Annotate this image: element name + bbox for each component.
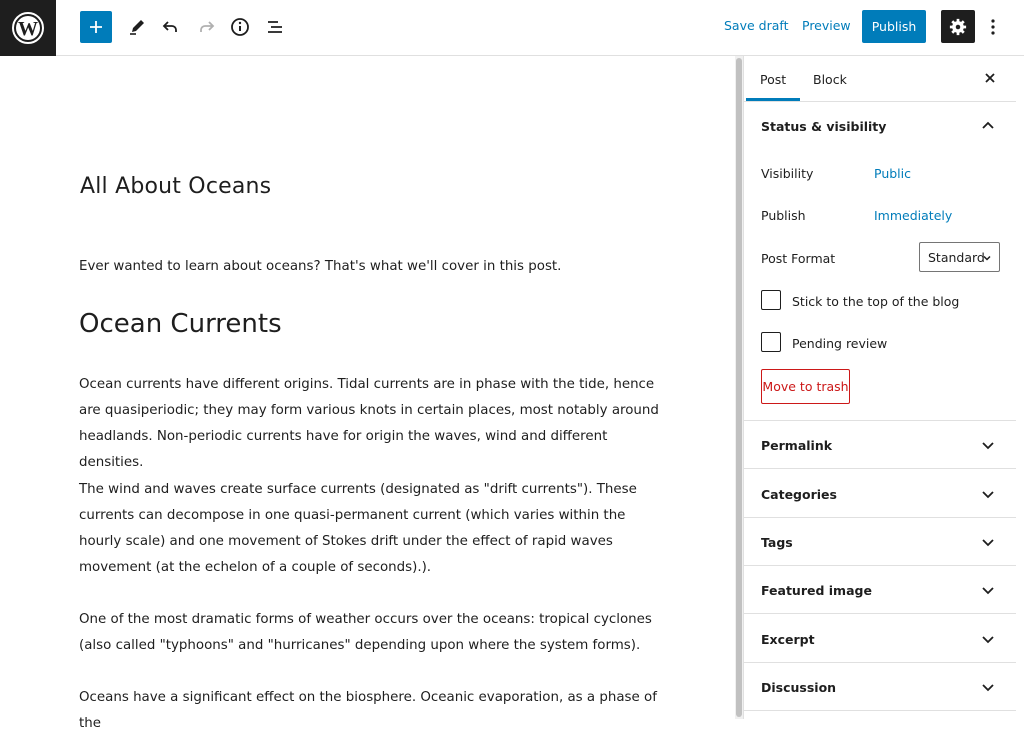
editor-scrollbar-thumb[interactable] — [736, 58, 742, 717]
redo-icon — [196, 17, 216, 37]
chevron-down-icon — [980, 582, 996, 598]
panel-title: Excerpt — [761, 632, 815, 647]
heading-block[interactable]: Ocean Currents — [79, 309, 282, 339]
add-block-button[interactable] — [80, 11, 112, 43]
preview-button[interactable]: Preview — [802, 18, 851, 33]
post-title[interactable]: All About Oceans — [80, 174, 272, 199]
list-view-icon — [265, 17, 285, 37]
excerpt-panel-toggle[interactable] — [744, 615, 1016, 663]
pencil-icon — [127, 17, 147, 37]
visibility-toggle[interactable]: Public — [874, 166, 911, 181]
visibility-label: Visibility — [761, 166, 814, 181]
editor-canvas — [0, 56, 735, 731]
close-sidebar-button[interactable] — [980, 68, 1000, 88]
post-format-label: Post Format — [761, 251, 836, 266]
more-options-button[interactable] — [982, 10, 1004, 43]
featured-image-panel-toggle[interactable] — [744, 566, 1016, 614]
categories-panel-toggle[interactable] — [744, 470, 1016, 518]
chevron-down-icon — [980, 437, 996, 453]
undo-button[interactable] — [154, 10, 188, 44]
paragraph-block[interactable]: The wind and waves create surface currents (designated as "drift currents"). These currents can decompose in one quasi-permanent current (which varies within the hourly scale) and one movement of Stokes drift under the effect of rapid waves movement (at the echelon of a couple of seconds).). — [79, 482, 637, 575]
chevron-up-icon — [980, 118, 996, 134]
settings-button[interactable] — [941, 10, 975, 43]
pending-review-label: Pending review — [792, 336, 888, 351]
settings-sidebar — [743, 56, 1024, 719]
status-visibility-panel-toggle[interactable] — [744, 102, 1016, 150]
details-button[interactable] — [223, 10, 257, 44]
tab-post[interactable]: Post — [760, 72, 787, 87]
plus-icon — [88, 19, 104, 35]
move-to-trash-button[interactable]: Move to trash — [761, 369, 850, 404]
close-icon — [984, 72, 996, 84]
undo-icon — [161, 17, 181, 37]
post-format-value: Standard — [928, 249, 985, 265]
tags-panel-toggle[interactable] — [744, 518, 1016, 566]
tab-block[interactable]: Block — [813, 72, 847, 87]
panel-title: Categories — [761, 487, 837, 502]
chevron-down-icon — [982, 253, 992, 263]
panel-title: Featured image — [761, 583, 872, 598]
sidebar-tabs — [744, 56, 1016, 102]
panel-title: Status & visibility — [761, 119, 887, 134]
more-vertical-icon — [990, 18, 996, 36]
redo-button[interactable] — [189, 10, 223, 44]
stick-to-top-label: Stick to the top of the blog — [792, 294, 960, 309]
wordpress-logo-icon[interactable] — [0, 0, 56, 56]
active-tab-indicator — [746, 98, 800, 101]
panel-title: Permalink — [761, 438, 833, 453]
panel-title: Tags — [761, 535, 793, 550]
svg-text:W: W — [18, 18, 38, 40]
info-icon — [230, 17, 250, 37]
panel-title: Discussion — [761, 680, 837, 695]
pending-review-checkbox[interactable] — [761, 332, 781, 352]
post-format-select[interactable] — [919, 242, 1000, 272]
chevron-down-icon — [980, 679, 996, 695]
publish-date-toggle[interactable]: Immediately — [874, 208, 953, 223]
paragraph-block[interactable]: One of the most dramatic forms of weather occurs over the oceans: tropical cyclones (also called "typhoons" and "hurricanes" depending upon where the system forms). — [79, 612, 652, 653]
paragraph-block[interactable]: Oceans have a significant effect on the biosphere. Oceanic evaporation, as a phase of the — [79, 690, 657, 731]
editor-toolbar — [0, 0, 1024, 56]
chevron-down-icon — [980, 631, 996, 647]
permalink-panel-toggle[interactable] — [744, 421, 1016, 469]
chevron-down-icon — [980, 486, 996, 502]
gear-icon — [949, 18, 967, 36]
save-draft-button[interactable]: Save draft — [724, 18, 789, 33]
publish-date-label: Publish — [761, 208, 806, 223]
paragraph-block[interactable]: Ever wanted to learn about oceans? That's what we'll cover in this post. — [79, 259, 562, 274]
publish-button[interactable]: Publish — [862, 10, 926, 43]
outline-button[interactable] — [258, 10, 292, 44]
tools-button[interactable] — [120, 10, 154, 44]
paragraph-block[interactable]: Ocean currents have different origins. Tidal currents are in phase with the tide, hence are quasiperiodic; they may form various knots in certain places, most notably around headlands. Non-periodic currents have for origin the waves, wind and different densities. — [79, 377, 659, 470]
discussion-panel-toggle[interactable] — [744, 663, 1016, 711]
chevron-down-icon — [980, 534, 996, 550]
stick-to-top-checkbox[interactable] — [761, 290, 781, 310]
